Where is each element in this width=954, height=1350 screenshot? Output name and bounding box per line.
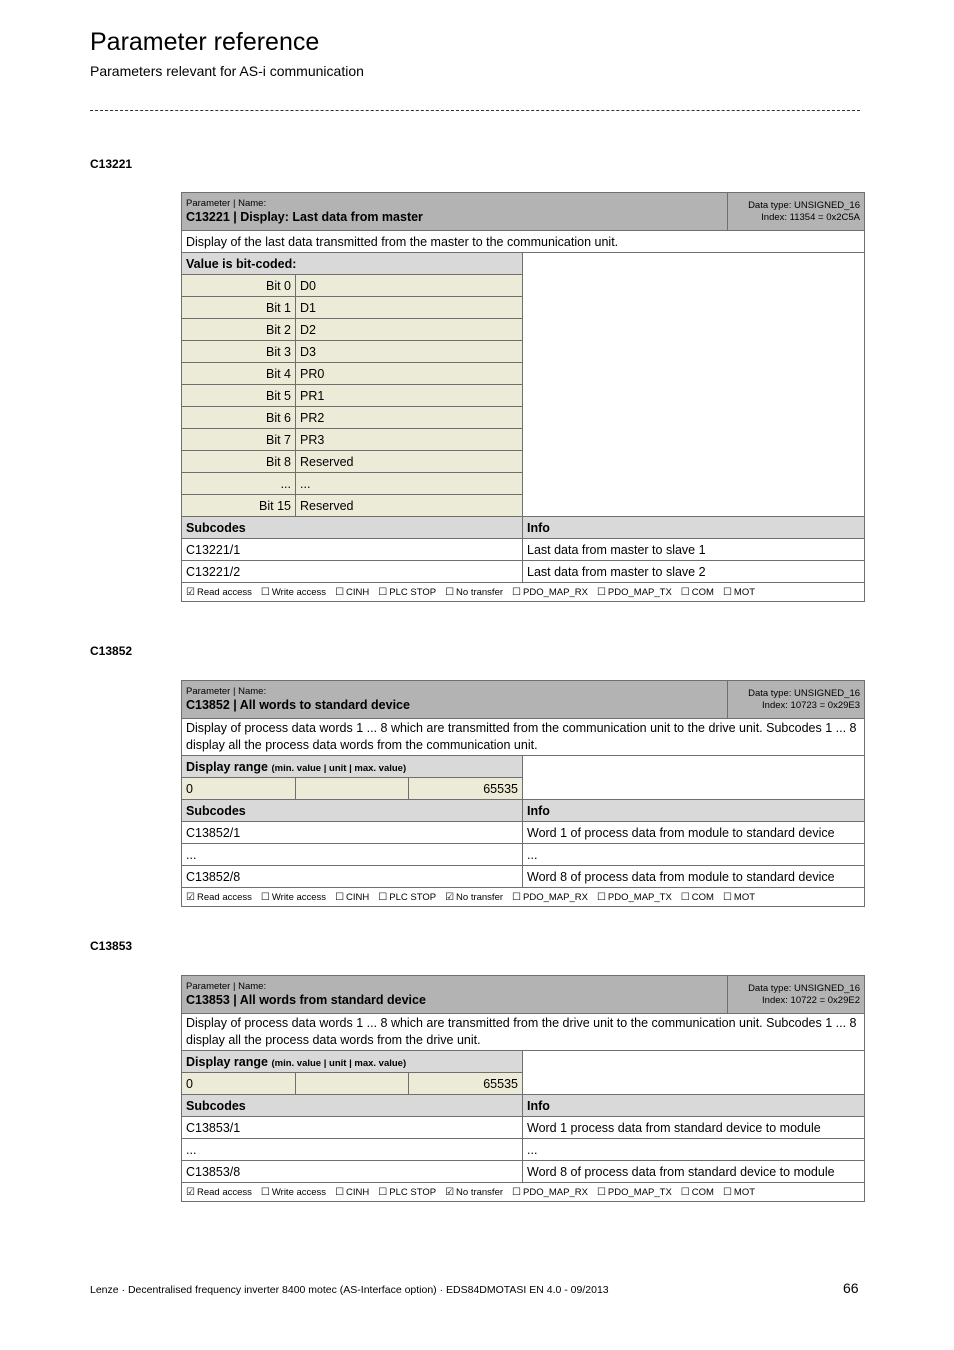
access-flag-label: No transfer xyxy=(456,891,504,903)
checkbox-empty-icon: ☐ xyxy=(596,586,606,598)
data-type-cell xyxy=(728,976,865,1014)
checkbox-empty-icon: ☐ xyxy=(596,1186,606,1198)
section-heading-c13221: C13221 xyxy=(90,157,133,171)
access-flag-item xyxy=(261,1187,326,1198)
access-flag-label: PDO_MAP_RX xyxy=(523,891,588,903)
subcode-info: Word 1 of process data from module to standard device xyxy=(523,822,865,844)
access-flag-label: No transfer xyxy=(456,1186,504,1198)
subcodes-header: Subcodes xyxy=(182,1095,523,1117)
parameter-description: Display of the last data transmitted from the master to the communication unit. xyxy=(182,231,865,253)
checkbox-empty-icon: ☐ xyxy=(680,586,690,598)
range-max: 65535 xyxy=(409,778,523,800)
checkbox-empty-icon: ☐ xyxy=(335,1186,345,1198)
parameter-table-c13852 xyxy=(181,680,865,907)
checkbox-empty-icon: ☐ xyxy=(335,586,345,598)
access-flag-label: Write access xyxy=(271,891,327,903)
access-flag-label: CINH xyxy=(346,1186,370,1198)
display-range-label: Display range xyxy=(186,1054,268,1069)
checkbox-empty-icon: ☐ xyxy=(722,1186,732,1198)
bit-value: D2 xyxy=(296,319,523,341)
checkbox-empty-icon: ☐ xyxy=(722,891,732,903)
access-flags xyxy=(182,888,865,907)
display-range-header xyxy=(182,1051,523,1073)
subcode-info: Word 8 of process data from module to standard device xyxy=(523,866,865,888)
value-bitcoded-header: Value is bit-coded: xyxy=(182,253,523,275)
bit-value: PR3 xyxy=(296,429,523,451)
bit-table-empty-area xyxy=(523,253,865,517)
checkbox-checked-icon: ☑ xyxy=(186,586,195,598)
access-flag-item xyxy=(335,1187,369,1198)
page-subtitle: Parameters relevant for AS-i communication xyxy=(90,63,364,79)
access-flag-item xyxy=(186,1187,252,1198)
access-flag-label: MOT xyxy=(733,1186,756,1198)
subcodes-header: Subcodes xyxy=(182,800,523,822)
access-flag-item xyxy=(681,892,714,903)
bit-value: Reserved xyxy=(296,451,523,473)
bit-value: PR1 xyxy=(296,385,523,407)
range-empty-area xyxy=(523,756,865,800)
parameter-description: Display of process data words 1 ... 8 which are transmitted from the communication unit to the drive unit. Subcodes 1 ... 8 display all the process data words from the communication unit. xyxy=(182,719,865,756)
data-type: Data type: UNSIGNED_16 xyxy=(748,982,860,994)
parameter-name-label: Parameter | Name: xyxy=(186,686,267,697)
parameter-index: Index: 11354 = 0x2C5A xyxy=(761,211,860,223)
bit-label: Bit 3 xyxy=(182,341,296,363)
checkbox-checked-icon: ☑ xyxy=(186,891,195,903)
access-flag-item xyxy=(597,587,672,598)
access-flag-item xyxy=(723,587,755,598)
checkbox-empty-icon: ☐ xyxy=(722,586,732,598)
access-flag-label: PDO_MAP_TX xyxy=(607,891,672,903)
access-flag-label: Write access xyxy=(271,586,327,598)
data-type: Data type: UNSIGNED_16 xyxy=(748,199,860,211)
bit-label: Bit 15 xyxy=(182,495,296,517)
checkbox-checked-icon: ☑ xyxy=(445,891,455,903)
bit-label: Bit 1 xyxy=(182,297,296,319)
subcode: C13853/1 xyxy=(182,1117,523,1139)
parameter-table-c13221 xyxy=(181,192,865,602)
section-heading-c13852: C13852 xyxy=(90,644,133,658)
range-unit xyxy=(296,1073,409,1095)
display-range-header xyxy=(182,756,523,778)
access-flag-label: COM xyxy=(691,586,714,598)
subcode-info: ... xyxy=(523,1139,865,1161)
page-title: Parameter reference xyxy=(90,28,320,56)
parameter-description: Display of process data words 1 ... 8 which are transmitted from the drive unit to the communication unit. Subcodes 1 ... 8 display all the process data words from the drive unit. xyxy=(182,1014,865,1051)
subcode: C13852/8 xyxy=(182,866,523,888)
parameter-table-c13853 xyxy=(181,975,865,1202)
access-flag-item xyxy=(335,892,369,903)
checkbox-empty-icon: ☐ xyxy=(378,586,388,598)
subcode-info: Word 1 process data from standard device to module xyxy=(523,1117,865,1139)
access-flag-item xyxy=(512,892,588,903)
subcode-info: Word 8 of process data from standard device to module xyxy=(523,1161,865,1183)
bit-label: ... xyxy=(182,473,296,495)
access-flag-item xyxy=(335,587,369,598)
checkbox-empty-icon: ☐ xyxy=(445,586,455,598)
access-flag-item xyxy=(378,1187,436,1198)
data-type-cell xyxy=(728,193,865,231)
range-empty-area xyxy=(523,1051,865,1095)
parameter-name-cell xyxy=(182,193,728,231)
subcode-info: Last data from master to slave 1 xyxy=(523,539,865,561)
parameter-name-cell xyxy=(182,976,728,1014)
bit-label: Bit 4 xyxy=(182,363,296,385)
access-flag-item xyxy=(681,1187,714,1198)
access-flag-label: PDO_MAP_TX xyxy=(607,586,672,598)
access-flag-item xyxy=(445,1187,503,1198)
subcode-info: ... xyxy=(523,844,865,866)
checkbox-empty-icon: ☐ xyxy=(260,891,270,903)
footer-text: Lenze · Decentralised frequency inverter 8400 motec (AS-Interface option) · EDS84DMOTASI EN 4.0 - 09/2013 xyxy=(90,1284,609,1296)
subcode: ... xyxy=(182,1139,523,1161)
access-flag-label: No transfer xyxy=(456,586,504,598)
checkbox-empty-icon: ☐ xyxy=(378,1186,388,1198)
access-flag-item xyxy=(723,892,755,903)
page-number: 66 xyxy=(843,1280,859,1296)
bit-value: PR0 xyxy=(296,363,523,385)
bit-value: D3 xyxy=(296,341,523,363)
bit-value: PR2 xyxy=(296,407,523,429)
checkbox-checked-icon: ☑ xyxy=(445,1186,455,1198)
access-flag-item xyxy=(186,892,252,903)
subcode: C13221/1 xyxy=(182,539,523,561)
access-flag-label: Write access xyxy=(271,1186,327,1198)
checkbox-empty-icon: ☐ xyxy=(378,891,388,903)
access-flags xyxy=(182,1183,865,1202)
data-type: Data type: UNSIGNED_16 xyxy=(748,687,861,699)
access-flag-label: CINH xyxy=(346,586,370,598)
checkbox-empty-icon: ☐ xyxy=(260,586,270,598)
access-flag-label: Read access xyxy=(196,1186,252,1198)
access-flag-item xyxy=(597,892,672,903)
subcode: ... xyxy=(182,844,523,866)
section-heading-c13853: C13853 xyxy=(90,939,133,953)
subcode-info: Last data from master to slave 2 xyxy=(523,561,865,583)
info-header: Info xyxy=(523,800,865,822)
checkbox-empty-icon: ☐ xyxy=(512,1186,521,1198)
access-flags xyxy=(182,583,865,602)
checkbox-empty-icon: ☐ xyxy=(596,891,606,903)
parameter-name: C13221 | Display: Last data from master xyxy=(186,210,423,224)
info-header: Info xyxy=(523,517,865,539)
checkbox-empty-icon: ☐ xyxy=(680,891,690,903)
access-flag-item xyxy=(261,892,326,903)
parameter-name-label: Parameter | Name: xyxy=(186,198,267,209)
bit-value: Reserved xyxy=(296,495,523,517)
parameter-name-label: Parameter | Name: xyxy=(186,981,267,992)
access-flag-item xyxy=(186,587,252,598)
range-max: 65535 xyxy=(409,1073,523,1095)
parameter-name: C13853 | All words from standard device xyxy=(186,993,426,1007)
access-flag-item xyxy=(378,587,436,598)
access-flag-label: PLC STOP xyxy=(389,586,437,598)
range-unit xyxy=(296,778,409,800)
checkbox-empty-icon: ☐ xyxy=(680,1186,690,1198)
access-flag-item xyxy=(378,892,436,903)
access-flag-label: PDO_MAP_RX xyxy=(523,586,588,598)
display-range-label: Display range xyxy=(186,759,268,774)
data-type-cell xyxy=(728,681,865,719)
bit-label: Bit 5 xyxy=(182,385,296,407)
header-divider xyxy=(90,110,860,111)
parameter-index: Index: 10723 = 0x29E3 xyxy=(762,699,861,711)
access-flag-label: MOT xyxy=(733,586,756,598)
checkbox-empty-icon: ☐ xyxy=(512,586,521,598)
range-min: 0 xyxy=(182,778,296,800)
checkbox-checked-icon: ☑ xyxy=(186,1186,195,1198)
bit-value: ... xyxy=(296,473,523,495)
access-flag-label: Read access xyxy=(196,586,252,598)
access-flag-item xyxy=(512,1187,588,1198)
display-range-format: (min. value | unit | max. value) xyxy=(271,762,407,774)
access-flag-label: PDO_MAP_RX xyxy=(523,1186,588,1198)
bit-label: Bit 8 xyxy=(182,451,296,473)
subcode: C13221/2 xyxy=(182,561,523,583)
access-flag-item xyxy=(681,587,714,598)
access-flag-item xyxy=(723,1187,755,1198)
bit-value: D0 xyxy=(296,275,523,297)
bit-label: Bit 0 xyxy=(182,275,296,297)
access-flag-label: PDO_MAP_TX xyxy=(607,1186,672,1198)
bit-label: Bit 7 xyxy=(182,429,296,451)
bit-label: Bit 6 xyxy=(182,407,296,429)
subcodes-header: Subcodes xyxy=(182,517,523,539)
subcode: C13853/8 xyxy=(182,1161,523,1183)
access-flag-label: MOT xyxy=(733,891,756,903)
checkbox-empty-icon: ☐ xyxy=(335,891,345,903)
access-flag-item xyxy=(445,587,503,598)
access-flag-item xyxy=(597,1187,672,1198)
access-flag-label: COM xyxy=(691,1186,714,1198)
access-flag-label: COM xyxy=(691,891,714,903)
parameter-name: C13852 | All words to standard device xyxy=(186,698,410,712)
subcode: C13852/1 xyxy=(182,822,523,844)
access-flag-item xyxy=(445,892,503,903)
access-flag-label: Read access xyxy=(196,891,252,903)
access-flag-item xyxy=(512,587,588,598)
access-flag-label: CINH xyxy=(346,891,370,903)
access-flag-label: PLC STOP xyxy=(389,1186,437,1198)
bit-label: Bit 2 xyxy=(182,319,296,341)
display-range-format: (min. value | unit | max. value) xyxy=(271,1057,407,1069)
access-flag-label: PLC STOP xyxy=(389,891,437,903)
parameter-name-cell xyxy=(182,681,728,719)
range-min: 0 xyxy=(182,1073,296,1095)
bit-value: D1 xyxy=(296,297,523,319)
access-flag-item xyxy=(261,587,326,598)
info-header: Info xyxy=(523,1095,865,1117)
parameter-index: Index: 10722 = 0x29E2 xyxy=(762,994,860,1006)
checkbox-empty-icon: ☐ xyxy=(260,1186,270,1198)
checkbox-empty-icon: ☐ xyxy=(512,891,521,903)
